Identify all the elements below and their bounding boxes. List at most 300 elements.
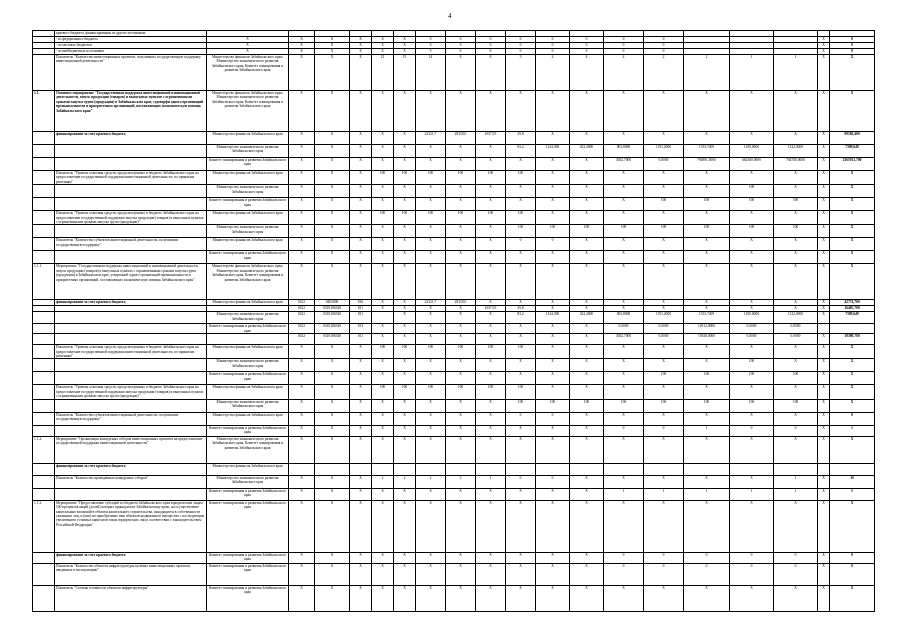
table-cell: X: [818, 385, 830, 399]
table-cell: X: [476, 145, 506, 158]
table-cell: 100: [446, 171, 476, 185]
table-cell: X: [350, 412, 372, 425]
table-cell: 1122,0000: [774, 312, 818, 324]
table-cell: X: [684, 585, 730, 611]
table-cell: X: [536, 488, 570, 500]
table-cell: X: [506, 324, 536, 334]
table-cell: [315, 463, 350, 475]
row-number: [33, 488, 55, 500]
table-cell: 0: [446, 43, 476, 49]
table-cell: 0: [684, 552, 730, 563]
program-table: [32, 30, 875, 612]
table-cell: X: [818, 37, 830, 43]
table-cell: 100: [476, 345, 506, 359]
row-description: Основное мероприятие "Государственная поддержка инвестиционной и инновационной деятельности, запуск продукции (товаров) и выпускных пунктов с ограниченными сроками запуска групп (продукции) в Забайкальском крае, судоверфи одного организаций промышленности и приоритетных организаций, поставляющих экономическую помощь Забайкальского края": [55, 91, 207, 132]
row-executor: Комитет планирования и развития Забайкальского края: [207, 198, 289, 211]
table-cell: X: [416, 158, 446, 171]
table-cell: X: [684, 300, 730, 306]
table-cell: X: [394, 334, 416, 345]
table-cell: 811: [350, 334, 372, 345]
table-cell: X: [446, 251, 476, 264]
table-cell: 0: [774, 425, 818, 436]
table-cell: X: [372, 359, 394, 372]
table-cell: X: [506, 500, 536, 552]
table-cell: X: [684, 264, 730, 300]
table-cell: X: [394, 158, 416, 171]
table-cell: X: [684, 345, 730, 359]
table-cell: X: [394, 225, 416, 238]
table-cell: X: [570, 158, 604, 171]
table-cell: X: [289, 91, 315, 132]
table-cell: 1: [774, 488, 818, 500]
table-cell: X: [818, 225, 830, 238]
table-cell: X: [476, 251, 506, 264]
table-cell: 99180,400: [830, 132, 875, 145]
row-description: [55, 324, 207, 334]
table-cell: X: [830, 185, 875, 198]
table-cell: 100: [506, 225, 536, 238]
table-cell: X: [372, 145, 394, 158]
table-cell: X: [830, 399, 875, 412]
table-cell: 0: [830, 49, 875, 55]
table-cell: X: [350, 359, 372, 372]
table-cell: X: [476, 412, 506, 425]
table-cell: 0: [730, 552, 774, 563]
table-cell: 0: [684, 563, 730, 585]
table-cell: X: [774, 251, 818, 264]
table-cell: X: [604, 412, 644, 425]
table-cell: X: [774, 300, 818, 306]
table-row: [33, 372, 875, 385]
table-cell: X: [818, 158, 830, 171]
table-cell: 0: [476, 43, 506, 49]
table-cell: X: [315, 412, 350, 425]
row-executor: Комитет планирования и развития Забайкальского края: [207, 251, 289, 264]
table-cell: X: [289, 585, 315, 611]
table-cell: X: [818, 306, 830, 312]
table-cell: X: [372, 412, 394, 425]
table-cell: 100: [730, 198, 774, 211]
table-cell: X: [476, 158, 506, 171]
row-description: Показатель "Уровень освоения средств, предусмотренных в бюджете Забайкальского края на предоставление государственной поддержки запуска продукции (товаров) в выпускных пунктах с ограниченными сроками запуска групп (продукции)": [55, 211, 207, 225]
table-cell: X: [570, 436, 604, 463]
row-executor: Комитет планирования и развития Забайкальского края: [207, 372, 289, 385]
table-cell: X: [416, 563, 446, 585]
table-row: [33, 264, 875, 300]
table-cell: X: [730, 238, 774, 251]
row-description: [55, 225, 207, 238]
row-executor: Министерство экономического развития Забайкальского края: [207, 145, 289, 158]
row-number: [33, 585, 55, 611]
table-cell: 2: [372, 475, 394, 488]
row-description: Показатель "Степень готовности объектов инфраструктуры": [55, 585, 207, 611]
table-cell: X: [570, 488, 604, 500]
table-cell: 1191,2000: [644, 312, 684, 324]
table-cell: X: [644, 300, 684, 306]
table-cell: 21: [372, 55, 394, 91]
table-cell: [774, 463, 818, 475]
table-cell: 100: [416, 211, 446, 225]
table-cell: 100: [774, 372, 818, 385]
table-cell: X: [372, 334, 394, 345]
row-number: 1.1.: [33, 91, 55, 132]
row-executor: Министерство финансов Забайкальского края; Министерство экономического развития Забайкальского края; Комитет планирования и развития Забайкальского края: [207, 264, 289, 300]
table-cell: 100: [644, 198, 684, 211]
table-cell: 0403000: [315, 300, 350, 306]
table-cell: X: [604, 91, 644, 132]
table-cell: X: [684, 412, 730, 425]
table-cell: [446, 463, 476, 475]
table-cell: X: [684, 171, 730, 185]
table-cell: X: [774, 91, 818, 132]
table-cell: X: [604, 585, 644, 611]
table-cell: X: [372, 306, 394, 312]
table-cell: X: [350, 385, 372, 399]
row-number: [33, 552, 55, 563]
table-cell: X: [315, 43, 350, 49]
table-cell: 22321,7: [416, 132, 446, 145]
table-cell: 811: [350, 312, 372, 324]
row-description: [55, 251, 207, 264]
table-cell: X: [570, 385, 604, 399]
table-cell: 100: [604, 225, 644, 238]
table-cell: X: [315, 475, 350, 488]
row-executor: Министерство экономического развития Забайкальского края: [207, 185, 289, 198]
table-cell: X: [416, 225, 446, 238]
table-row: [33, 145, 875, 158]
table-cell: X: [315, 55, 350, 91]
table-cell: 0: [644, 425, 684, 436]
table-cell: X: [684, 436, 730, 463]
table-cell: 1: [774, 55, 818, 91]
table-cell: 100: [372, 211, 394, 225]
table-cell: X: [416, 91, 446, 132]
table-cell: X: [644, 436, 684, 463]
table-cell: X: [289, 500, 315, 552]
table-cell: X: [730, 132, 774, 145]
table-cell: X: [350, 37, 372, 43]
table-cell: 83,2: [506, 145, 536, 158]
table-cell: X: [818, 436, 830, 463]
table-cell: X: [289, 49, 315, 55]
table-cell: X: [476, 198, 506, 211]
table-cell: X: [350, 345, 372, 359]
row-number: [33, 55, 55, 91]
table-cell: 100: [684, 372, 730, 385]
table-cell: 100: [416, 385, 446, 399]
table-cell: X: [684, 251, 730, 264]
row-executor: Министерство финансов Забайкальского края: [207, 132, 289, 145]
row-executor: [207, 334, 289, 345]
table-cell: X: [818, 43, 830, 49]
table-cell: X: [536, 91, 570, 132]
table-cell: X: [446, 359, 476, 372]
row-number: 1.1.1.: [33, 264, 55, 300]
table-cell: X: [830, 225, 875, 238]
table-cell: X: [289, 55, 315, 91]
row-description: [55, 399, 207, 412]
table-cell: X: [536, 385, 570, 399]
table-cell: X: [394, 238, 416, 251]
table-cell: X: [289, 399, 315, 412]
table-cell: X: [315, 211, 350, 225]
table-cell: 0412: [289, 334, 315, 345]
table-cell: X: [604, 500, 644, 552]
table-cell: 2: [394, 475, 416, 488]
row-description: финансирование за счет краевого бюджета: [55, 300, 207, 306]
table-cell: X: [394, 488, 416, 500]
table-cell: X: [506, 372, 536, 385]
table-cell: X: [570, 185, 604, 198]
table-cell: X: [818, 251, 830, 264]
table-cell: [604, 463, 644, 475]
table-cell: X: [476, 185, 506, 198]
table-row: [33, 488, 875, 500]
table-cell: X: [818, 198, 830, 211]
table-cell: X: [350, 55, 372, 91]
table-cell: X: [730, 475, 774, 488]
row-executor: X: [207, 43, 289, 49]
table-cell: [830, 463, 875, 475]
table-cell: X: [536, 359, 570, 372]
table-cell: X: [570, 211, 604, 225]
table-row: [33, 500, 875, 552]
row-number: [33, 399, 55, 412]
table-cell: X: [350, 91, 372, 132]
row-description: [55, 145, 207, 158]
table-cell: X: [289, 359, 315, 372]
row-number: 1.1.3.: [33, 500, 55, 552]
table-cell: X: [350, 563, 372, 585]
table-cell: [350, 463, 372, 475]
table-row: [33, 211, 875, 225]
table-cell: 29,8: [506, 306, 536, 312]
table-row: [33, 251, 875, 264]
table-cell: X: [315, 225, 350, 238]
table-cell: X: [394, 425, 416, 436]
table-cell: X: [372, 251, 394, 264]
table-cell: X: [570, 552, 604, 563]
row-executor: Министерство экономического развития Забайкальского края: [207, 359, 289, 372]
table-cell: 100: [476, 385, 506, 399]
table-cell: X: [506, 359, 536, 372]
row-executor: Министерство экономического развития Забайкальского края: [207, 225, 289, 238]
table-cell: 15928,0000: [684, 334, 730, 345]
table-cell: X: [416, 488, 446, 500]
table-cell: X: [372, 563, 394, 585]
table-cell: X: [818, 425, 830, 436]
row-executor: X: [207, 49, 289, 55]
table-cell: 0: [604, 563, 644, 585]
table-cell: [730, 463, 774, 475]
table-cell: 100: [372, 345, 394, 359]
row-description: финансирование за счет краевого бюджета: [55, 132, 207, 145]
table-cell: X: [315, 91, 350, 132]
row-executor: Комитет планирования и развития Забайкальского края: [207, 500, 289, 552]
table-cell: X: [818, 488, 830, 500]
table-cell: X: [818, 132, 830, 145]
table-cell: 0,0000: [730, 324, 774, 334]
table-cell: X: [446, 158, 476, 171]
row-description: [55, 312, 207, 324]
table-cell: X: [644, 185, 684, 198]
table-cell: 0: [830, 43, 875, 49]
table-cell: 0: [536, 412, 570, 425]
table-cell: X: [830, 385, 875, 399]
table-cell: 0310106540: [315, 312, 350, 324]
table-cell: X: [604, 211, 644, 225]
table-cell: X: [315, 399, 350, 412]
table-cell: X: [372, 132, 394, 145]
page-number: 4: [448, 12, 452, 20]
table-cell: X: [604, 359, 644, 372]
table-cell: 0: [830, 563, 875, 585]
table-cell: X: [416, 264, 446, 300]
table-cell: X: [315, 488, 350, 500]
table-cell: X: [289, 488, 315, 500]
table-cell: X: [730, 585, 774, 611]
table-cell: X: [446, 324, 476, 334]
table-cell: X: [416, 412, 446, 425]
table-cell: X: [570, 563, 604, 585]
table-cell: X: [570, 300, 604, 306]
row-executor: Комитет планирования и развития Забайкальского края: [207, 425, 289, 436]
table-cell: 4: [604, 55, 644, 91]
table-cell: X: [315, 171, 350, 185]
table-cell: 0: [536, 238, 570, 251]
table-cell: X: [372, 238, 394, 251]
table-cell: X: [644, 251, 684, 264]
table-cell: X: [506, 91, 536, 132]
table-cell: X: [372, 552, 394, 563]
table-cell: 0412: [289, 312, 315, 324]
row-executor: Министерство финансов Забайкальского края: [207, 412, 289, 425]
table-cell: [394, 463, 416, 475]
table-cell: X: [774, 412, 818, 425]
table-cell: [818, 463, 830, 475]
table-cell: X: [446, 225, 476, 238]
table-cell: X: [604, 171, 644, 185]
table-cell: X: [774, 345, 818, 359]
table-cell: X: [372, 300, 394, 306]
row-executor: Комитет планирования и развития Забайкальского края: [207, 552, 289, 563]
table-cell: 1100,0000: [730, 145, 774, 158]
table-cell: 1: [830, 425, 875, 436]
table-cell: X: [394, 264, 416, 300]
table-cell: X: [570, 132, 604, 145]
table-cell: 5: [830, 488, 875, 500]
table-cell: 100: [394, 385, 416, 399]
table-cell: X: [416, 425, 446, 436]
table-cell: X: [394, 49, 416, 55]
row-executor: Министерство экономического развития Забайкальского края; Комитет планирования и развития Забайкальского края: [207, 436, 289, 463]
row-executor: Министерство экономического развития Забайкальского края: [207, 399, 289, 412]
table-cell: 100: [372, 385, 394, 399]
table-cell: 0412: [289, 300, 315, 306]
table-cell: X: [476, 359, 506, 372]
table-cell: X: [446, 488, 476, 500]
table-cell: X: [350, 43, 372, 49]
table-cell: X: [536, 334, 570, 345]
table-cell: X: [570, 425, 604, 436]
table-cell: 100: [446, 345, 476, 359]
table-cell: X: [289, 436, 315, 463]
table-cell: 0: [446, 37, 476, 43]
table-cell: 100: [394, 171, 416, 185]
table-cell: X: [818, 552, 830, 563]
table-cell: X: [570, 264, 604, 300]
table-cell: X: [476, 399, 506, 412]
table-cell: X: [446, 436, 476, 463]
table-cell: X: [604, 185, 644, 198]
table-cell: 14: [416, 55, 446, 91]
table-cell: 2365912,700: [830, 158, 875, 171]
table-cell: 0: [830, 37, 875, 43]
row-description: Показатель "Уровень освоения средств, предусмотренных в бюджете Забайкальского края на предоставление государственной поддержки запуска продукции (товаров) в выпускных пунктах с ограниченными сроками запуска групп (продукции)": [55, 385, 207, 399]
table-cell: X: [830, 585, 875, 611]
table-cell: X: [818, 185, 830, 198]
table-row: [33, 225, 875, 238]
table-cell: X: [774, 238, 818, 251]
table-row: [33, 312, 875, 324]
table-cell: X: [644, 585, 684, 611]
table-cell: X: [350, 132, 372, 145]
table-cell: 16373,9: [476, 306, 506, 312]
table-cell: X: [416, 145, 446, 158]
row-description: [55, 488, 207, 500]
table-cell: X: [289, 412, 315, 425]
table-cell: X: [372, 585, 394, 611]
table-cell: X: [350, 372, 372, 385]
table-cell: X: [394, 312, 416, 324]
table-cell: 0412: [289, 324, 315, 334]
table-cell: X: [315, 185, 350, 198]
table-cell: X: [684, 306, 730, 312]
table-cell: X: [684, 211, 730, 225]
table-cell: X: [446, 91, 476, 132]
table-cell: X: [644, 345, 684, 359]
table-cell: X: [394, 359, 416, 372]
table-cell: X: [536, 324, 570, 334]
table-cell: [416, 463, 446, 475]
row-description: [55, 425, 207, 436]
table-cell: 1: [730, 488, 774, 500]
table-cell: X: [446, 312, 476, 324]
table-cell: X: [818, 372, 830, 385]
table-cell: X: [394, 43, 416, 49]
table-cell: X: [476, 585, 506, 611]
table-cell: X: [350, 225, 372, 238]
row-executor: Комитет планирования и развития Забайкальского края: [207, 488, 289, 500]
table-cell: 0: [506, 412, 536, 425]
table-cell: X: [394, 552, 416, 563]
table-cell: X: [350, 251, 372, 264]
table-cell: X: [684, 132, 730, 145]
table-cell: 100: [684, 225, 730, 238]
table-row: [33, 198, 875, 211]
table-cell: 4: [570, 55, 604, 91]
row-description: - из внебюджетных источников: [55, 49, 207, 55]
table-cell: X: [372, 185, 394, 198]
table-cell: X: [416, 198, 446, 211]
row-number: [33, 324, 55, 334]
table-cell: 1: [684, 425, 730, 436]
table-cell: 0,0000: [644, 324, 684, 334]
table-cell: 0: [416, 43, 446, 49]
table-cell: X: [476, 334, 506, 345]
table-cell: 100: [536, 225, 570, 238]
table-cell: X: [446, 238, 476, 251]
